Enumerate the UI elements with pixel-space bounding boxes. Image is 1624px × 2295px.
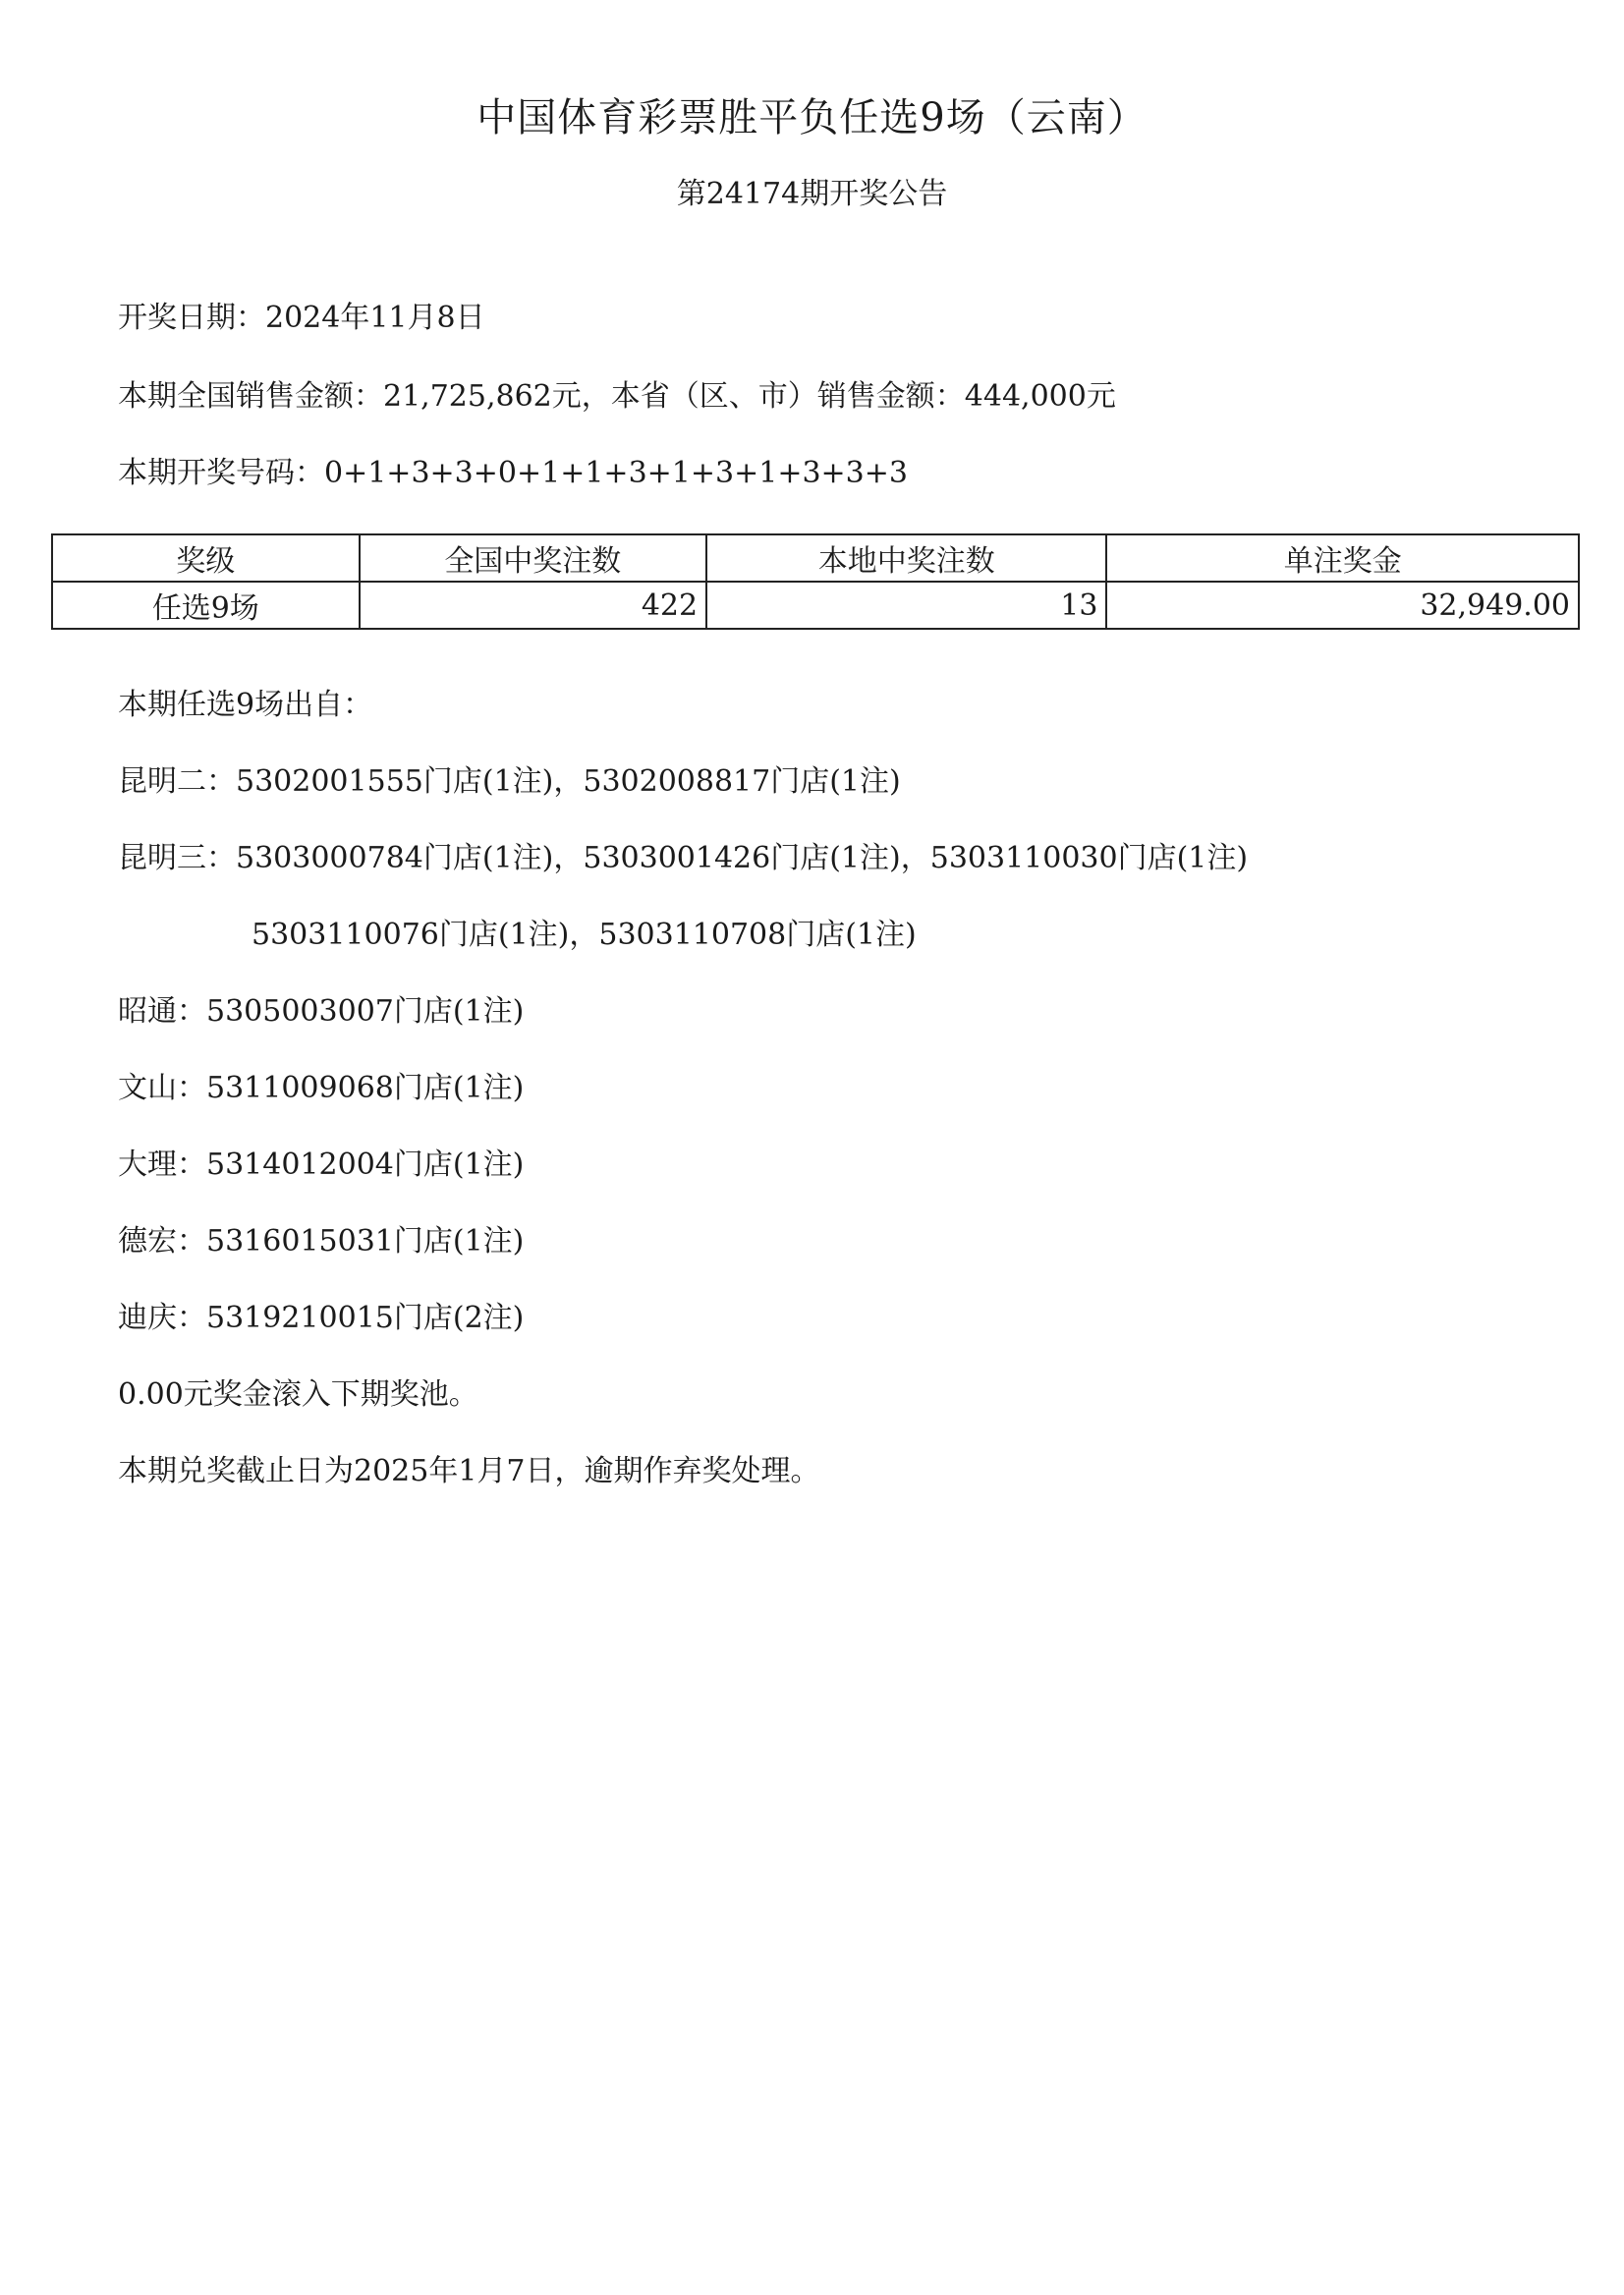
winner-line-kunming3-cont: 5303110076门店(1注)，5303110708门店(1注)	[252, 918, 917, 952]
cell-prize-level: 任选9场	[52, 582, 360, 629]
winning-numbers: 本期开奖号码：0+1+3+3+0+1+1+3+1+3+1+3+3+3	[118, 456, 908, 490]
page-title: 中国体育彩票胜平负任选9场（云南）	[476, 95, 1148, 140]
draw-date: 开奖日期：2024年11月8日	[118, 301, 485, 335]
cell-national-winners: 422	[360, 582, 707, 629]
deadline-note: 本期兑奖截止日为2025年1月7日，逾期作弃奖处理。	[118, 1454, 820, 1488]
header-prize-amount: 单注奖金	[1106, 534, 1579, 582]
winner-line-zhaotong: 昭通：5305003007门店(1注)	[118, 994, 525, 1029]
page-subtitle: 第24174期开奖公告	[676, 177, 948, 211]
table-row	[52, 582, 1579, 629]
winner-line-dehong: 德宏：5316015031门店(1注)	[118, 1224, 525, 1259]
winner-line-wenshan: 文山：5311009068门店(1注)	[118, 1071, 525, 1105]
sales-info: 本期全国销售金额：21,725,862元，本省（区、市）销售金额：444,000元	[118, 379, 1116, 414]
winner-line-dali: 大理：5314012004门店(1注)	[118, 1148, 525, 1182]
rollover-note: 0.00元奖金滚入下期奖池。	[118, 1377, 478, 1412]
cell-prize-amount: 32,949.00	[1106, 582, 1579, 629]
winners-intro: 本期任选9场出自：	[118, 688, 373, 722]
winner-line-diqing: 迪庆：5319210015门店(2注)	[118, 1301, 525, 1335]
winner-line-kunming2: 昆明二：5302001555门店(1注)，5302008817门店(1注)	[118, 764, 901, 799]
header-national-winners: 全国中奖注数	[360, 534, 707, 582]
winner-line-kunming3: 昆明三：5303000784门店(1注)，5303001426门店(1注)，5303110030门店(1注)	[118, 841, 1249, 875]
table-header-row	[52, 534, 1579, 582]
prize-table	[51, 533, 1580, 630]
header-prize-level: 奖级	[52, 534, 360, 582]
header-local-winners: 本地中奖注数	[706, 534, 1106, 582]
cell-local-winners: 13	[706, 582, 1106, 629]
